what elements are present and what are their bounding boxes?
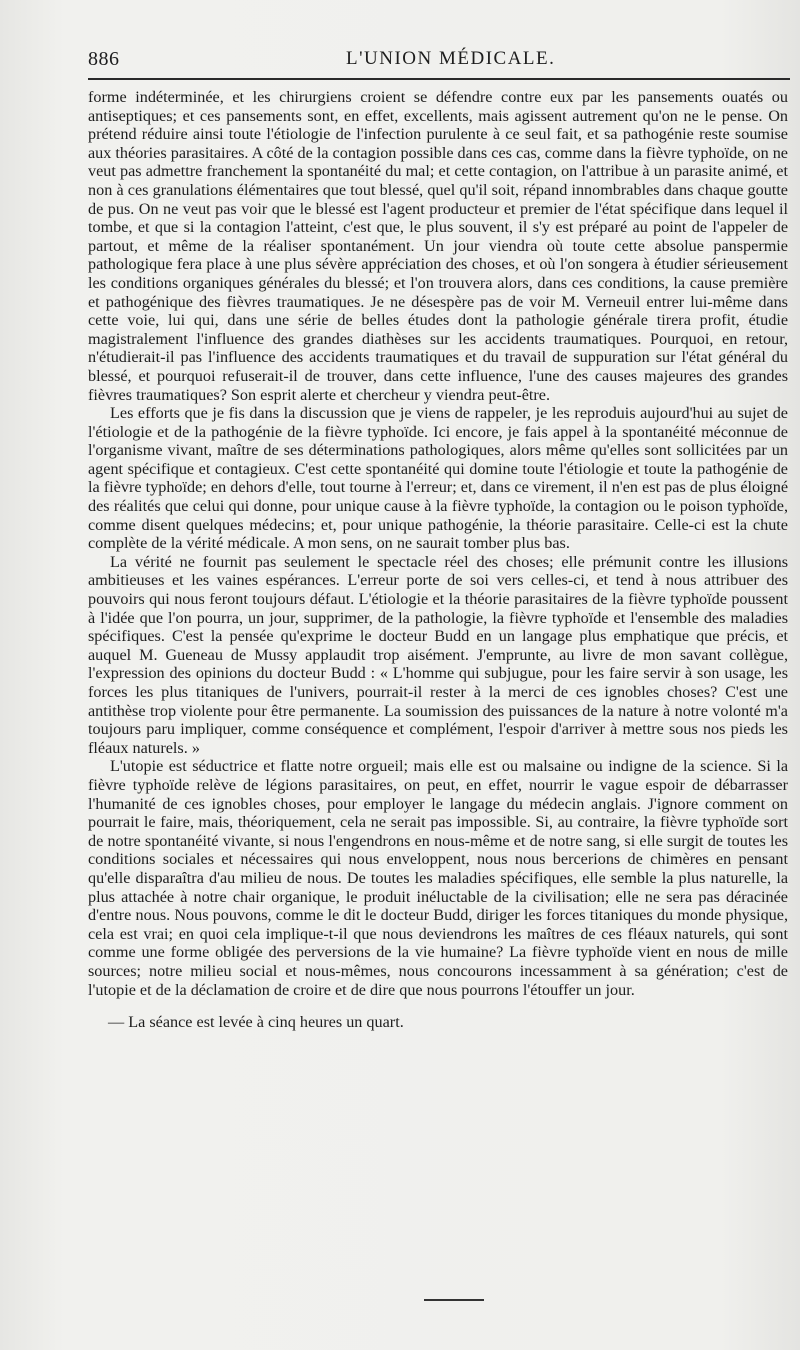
paragraph: La vérité ne fournit pas seulement le spectacle réel des choses; elle prémunit contre les illusions ambitieuses et les vaines espérances. L'erreur porte de soi vers celles-ci, et tend à nous attribuer des pouvoirs qui nous feront toujours défaut. L'étiologie et la théorie parasitaires de la fièvre typhoïde poussent à l'idée que l'on pourra, un jour, supprimer, de la pathologie, la fièvre typhoïde et l'ensemble des maladies spécifiques. C'est la pensée qu'exprime le docteur Budd en un langage plus emphatique que précis, et auquel M. Gueneau de Mussy applaudit trop aisément. J'emprunte, au livre de mon savant collègue, l'expression des opinions du docteur Budd : « L'homme qui subjugue, pour les faire servir à son usage, les forces les plus titaniques de l'univers, pourrait-il rester à la merci de ces ignobles choses? C'est une antithèse trop violente pour être permanente. La soumission des puissances de la nature à notre volonté m'a toujours paru impliquer, comme conséquence et complément, l'espoir d'arriver à mettre sous nos pieds les fléaux naturels. » — [88, 552, 788, 757]
page-number: 886 — [88, 48, 120, 70]
paragraph: L'utopie est séductrice et flatte notre orgueil; mais elle est ou malsaine ou indigne de la science. Si la fièvre typhoïde relève de légions parasitaires, on peut, en effet, nourrir le vague espoir de débarrasser l'humanité de ces ignobles choses, pour employer le langage du médecin anglais. J'ignore comment on pourrait le faire, mais, théoriquement, cela ne serait pas impossible. Si, au contraire, la fièvre typhoïde sort de notre spontanéité vivante, si nous l'engendrons en nous-même et de notre sang, si elle surgit de toutes les conditions sociales et nécessaires qui nous enveloppent, nous nous bercerions de chimères en pensant qu'elle disparaîtra d'au milieu de nous. De toutes les maladies spécifiques, elle semble la plus naturelle, la plus attachée à notre chair organique, le produit inéluctable de la civilisation; elle ne sera pas déracinée d'entre nous. Nous pouvons, comme le dit le docteur Budd, diriger les forces titaniques du monde physique, cela est vrai; en quoi cela implique-t-il que nous deviendrons les maîtres de ces fléaux naturels, qui sont comme une forme obligée des perversions de la vie humaine? La fièvre typhoïde vient en nous de mille sources; notre milieu social et nous-mêmes, nous concourons incessamment à sa génération; c'est de l'utopie et de la déclamation de croire et de dire que nous pourrons l'étouffer un jour. — [88, 757, 788, 999]
page-header — [88, 48, 788, 76]
running-title: L'UNION MÉDICALE. — [346, 48, 556, 69]
article-body — [88, 88, 788, 1032]
end-rule — [424, 1299, 484, 1301]
paragraph: Les efforts que je fis dans la discussion que je viens de rappeler, je les reproduis aujourd'hui au sujet de l'étiologie et de la pathogénie de la fièvre typhoïde. Ici encore, je fais appel à la spontanéité méconnue de l'organisme vivant, maître de ses déterminations pathologiques, alors même qu'elles sont sollicitées par un agent spécifique et contagieux. C'est cette spontanéité qui domine toute l'étiologie et toute la pathogénie de la fièvre typhoïde; en dehors d'elle, tout tourne à l'erreur; et, dans ce virement, il n'en est pas de plus éloigné des réalités que celui qui donne, pour unique cause à la fièvre typhoïde, la contagion ou le poison typhoïde, comme disent quelques médecins; et, pour unique pathogénie, la théorie parasitaire. Celle-ci est la chute complète de la vérité médicale. A mon sens, on ne saurait tomber plus bas. — [88, 404, 788, 553]
session-closing-line: — La séance est levée à cinq heures un quart. — [108, 1013, 404, 1032]
paragraph: forme indéterminée, et les chirurgiens croient se défendre contre eux par les pansements ouatés ou antiseptiques; et ces pansements sont, en effet, excellents, mais agissent autrement qu'on ne le pense. On prétend réduire ainsi toute l'étiologie de l'infection purulente à ce seul fait, et sa pathogénie reste soumise aux théories parasitaires. A côté de la contagion possible dans ces cas, comme dans la fièvre typhoïde, on ne veut pas admettre franchement la spontanéité du mal; et cette contagion, on l'attribue à un parasite animé, et non à ces granulations élémentaires que tout blessé, quel qu'il soit, répand innombrables dans chaque goutte de pus. On ne veut pas voir que le blessé est l'agent producteur et premier de l'état spécifique dans lequel il tombe, et que si la contagion l'atteint, c'est que, le plus souvent, il s'y est préparé au point de l'appeler de partout, et même de la réaliser spontanément. Un jour viendra où toute cette absolue panspermie pathologique fera place à une plus sévère appréciation des choses, et où l'on songera à étudier sérieusement les conditions organiques générales du blessé; et l'on trouvera alors, dans ces conditions, la cause première et pathogénique des fièvres traumatiques. Je ne désespère pas de voir M. Verneuil entrer lui-même dans cette voie, lui qui, dans une série de belles études dont la pathologie générale tirera profit, étudie magistralement l'influence des grandes diathèses sur les accidents traumatiques. Pourquoi, en retour, n'étudierait-il pas l'influence des accidents traumatiques et du travail de suppuration sur l'état général du blessé, et pourquoi refuserait-il de trouver, dans cette influence, l'une des causes majeures des grandes fièvres traumatiques? Son esprit alerte et chercheur y viendra peut-être. — [88, 88, 788, 404]
header-rule — [88, 78, 790, 80]
